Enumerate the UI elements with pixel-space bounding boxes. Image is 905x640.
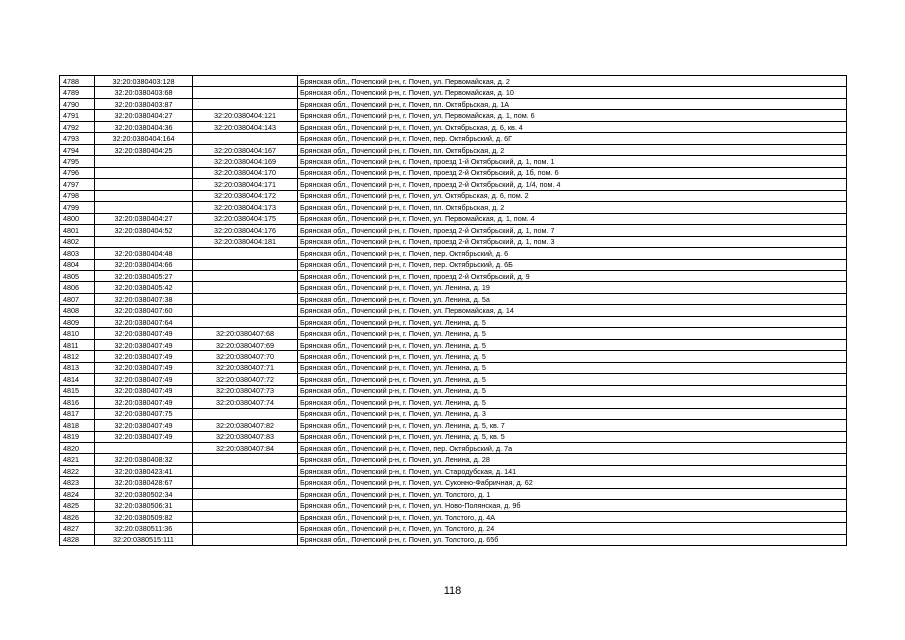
- table-row: [60, 534, 847, 545]
- address-cell: Брянская обл., Почепский р-н, г. Почеп, ул. Суконно-Фабричная, д. 62: [298, 477, 847, 488]
- cadastral-number-cell: 32:20:0380502:34: [95, 488, 193, 499]
- table-row: [60, 236, 847, 247]
- premises-cadastral-number-cell: 32:20:0380407:74: [193, 397, 298, 408]
- premises-cadastral-number-cell: [193, 76, 298, 87]
- table-row: [60, 144, 847, 155]
- address-cell: Брянская обл., Почепский р-н, г. Почеп, ул. Стародубская, д. 141: [298, 465, 847, 476]
- address-cell: Брянская обл., Почепский р-н, г. Почеп, пер. Октябрьский, д. 6Г: [298, 133, 847, 144]
- row-number-cell: 4792: [60, 121, 95, 132]
- address-cell: Брянская обл., Почепский р-н, г. Почеп, ул. Первомайская, д. 14: [298, 305, 847, 316]
- premises-cadastral-number-cell: 32:20:0380404:143: [193, 121, 298, 132]
- table-row: [60, 454, 847, 465]
- cadastral-number-cell: 32:20:0380407:49: [95, 397, 193, 408]
- table-row: [60, 408, 847, 419]
- table-row: [60, 110, 847, 121]
- premises-cadastral-number-cell: [193, 259, 298, 270]
- address-cell: Брянская обл., Почепский р-н, г. Почеп, ул. Ленина, д. 5: [298, 339, 847, 350]
- address-cell: Брянская обл., Почепский р-н, г. Почеп, пер. Октябрьский, д. 7а: [298, 443, 847, 454]
- row-number-cell: 4824: [60, 488, 95, 499]
- premises-cadastral-number-cell: 32:20:0380404:170: [193, 167, 298, 178]
- premises-cadastral-number-cell: 32:20:0380407:71: [193, 362, 298, 373]
- cadastral-number-cell: 32:20:0380407:49: [95, 362, 193, 373]
- table-row: [60, 293, 847, 304]
- cadastral-number-cell: 32:20:0380404:66: [95, 259, 193, 270]
- address-cell: Брянская обл., Почепский р-н, г. Почеп, ул. Ленина, д. 5: [298, 316, 847, 327]
- row-number-cell: 4827: [60, 523, 95, 534]
- premises-cadastral-number-cell: [193, 534, 298, 545]
- page-number: 118: [443, 585, 462, 597]
- cadastral-number-cell: 32:20:0380407:38: [95, 293, 193, 304]
- address-cell: Брянская обл., Почепский р-н, г. Почеп, ул. Ленина, д. 5: [298, 385, 847, 396]
- address-cell: Брянская обл., Почепский р-н, г. Почеп, ул. Первомайская, д. 2: [298, 76, 847, 87]
- address-cell: Брянская обл., Почепский р-н, г. Почеп, ул. Ленина, д. 3: [298, 408, 847, 419]
- cadastral-number-cell: 32:20:0380404:36: [95, 121, 193, 132]
- row-number-cell: 4825: [60, 500, 95, 511]
- premises-cadastral-number-cell: 32:20:0380407:83: [193, 431, 298, 442]
- row-number-cell: 4807: [60, 293, 95, 304]
- row-number-cell: 4800: [60, 213, 95, 224]
- cadastral-number-cell: 32:20:0380405:42: [95, 282, 193, 293]
- premises-cadastral-number-cell: 32:20:0380404:173: [193, 202, 298, 213]
- address-cell: Брянская обл., Почепский р-н, г. Почеп, пер. Октябрьский, д. 6Б: [298, 259, 847, 270]
- address-cell: Брянская обл., Почепский р-н, г. Почеп, ул. Октябрьская, д. 6, пом. 2: [298, 190, 847, 201]
- premises-cadastral-number-cell: [193, 133, 298, 144]
- table-row: [60, 87, 847, 98]
- address-cell: Брянская обл., Почепский р-н, г. Почеп, проезд 2-й Октябрьский, д. 1/4, пом. 4: [298, 179, 847, 190]
- row-number-cell: 4801: [60, 225, 95, 236]
- cadastral-number-cell: [95, 190, 193, 201]
- cadastral-number-cell: 32:20:0380404:48: [95, 248, 193, 259]
- premises-cadastral-number-cell: 32:20:0380404:171: [193, 179, 298, 190]
- address-cell: Брянская обл., Почепский р-н, г. Почеп, ул. Ленина, д. 19: [298, 282, 847, 293]
- premises-cadastral-number-cell: 32:20:0380404:176: [193, 225, 298, 236]
- row-number-cell: 4793: [60, 133, 95, 144]
- cadastral-number-cell: [95, 236, 193, 247]
- row-number-cell: 4797: [60, 179, 95, 190]
- row-number-cell: 4818: [60, 420, 95, 431]
- cadastral-number-cell: 32:20:0380403:87: [95, 98, 193, 109]
- table-row: [60, 328, 847, 339]
- table-row: [60, 488, 847, 499]
- premises-cadastral-number-cell: [193, 477, 298, 488]
- premises-cadastral-number-cell: 32:20:0380407:82: [193, 420, 298, 431]
- premises-cadastral-number-cell: 32:20:0380404:121: [193, 110, 298, 121]
- premises-cadastral-number-cell: [193, 511, 298, 522]
- premises-cadastral-number-cell: [193, 248, 298, 259]
- cadastral-number-cell: 32:20:0380407:49: [95, 339, 193, 350]
- row-number-cell: 4788: [60, 76, 95, 87]
- row-number-cell: 4796: [60, 167, 95, 178]
- premises-cadastral-number-cell: 32:20:0380404:172: [193, 190, 298, 201]
- table-row: [60, 248, 847, 259]
- premises-cadastral-number-cell: [193, 305, 298, 316]
- cadastral-number-cell: [95, 202, 193, 213]
- row-number-cell: 4823: [60, 477, 95, 488]
- address-cell: Брянская обл., Почепский р-н, г. Почеп, ул. Ново-Полянская, д. 9б: [298, 500, 847, 511]
- row-number-cell: 4789: [60, 87, 95, 98]
- table-row: [60, 225, 847, 236]
- address-cell: Брянская обл., Почепский р-н, г. Почеп, ул. Ленина, д. 5: [298, 362, 847, 373]
- table-row: [60, 500, 847, 511]
- row-number-cell: 4802: [60, 236, 95, 247]
- cadastral-number-cell: 32:20:0380407:49: [95, 420, 193, 431]
- cadastral-number-cell: 32:20:0380403:68: [95, 87, 193, 98]
- premises-cadastral-number-cell: [193, 270, 298, 281]
- address-cell: Брянская обл., Почепский р-н, г. Почеп, ул. Ленина, д. 28: [298, 454, 847, 465]
- table-row: [60, 213, 847, 224]
- table-row: [60, 305, 847, 316]
- cadastral-number-cell: [95, 179, 193, 190]
- row-number-cell: 4826: [60, 511, 95, 522]
- table-row: [60, 121, 847, 132]
- row-number-cell: 4805: [60, 270, 95, 281]
- table-row: [60, 362, 847, 373]
- cadastral-number-cell: 32:20:0380515:111: [95, 534, 193, 545]
- table-row: [60, 420, 847, 431]
- cadastral-number-cell: 32:20:0380407:60: [95, 305, 193, 316]
- cadastral-number-cell: 32:20:0380407:64: [95, 316, 193, 327]
- table-row: [60, 523, 847, 534]
- row-number-cell: 4822: [60, 465, 95, 476]
- row-number-cell: 4819: [60, 431, 95, 442]
- row-number-cell: 4799: [60, 202, 95, 213]
- address-cell: Брянская обл., Почепский р-н, г. Почеп, ул. Ленина, д. 5, кв. 7: [298, 420, 847, 431]
- address-cell: Брянская обл., Почепский р-н, г. Почеп, ул. Ленина, д. 5: [298, 397, 847, 408]
- cadastral-number-cell: 32:20:0380428:67: [95, 477, 193, 488]
- row-number-cell: 4790: [60, 98, 95, 109]
- address-cell: Брянская обл., Почепский р-н, г. Почеп, ул. Толстого, д. 65б: [298, 534, 847, 545]
- premises-cadastral-number-cell: 32:20:0380404:175: [193, 213, 298, 224]
- table-row: [60, 465, 847, 476]
- table-row: [60, 477, 847, 488]
- cadastral-number-cell: [95, 443, 193, 454]
- cadastral-number-cell: 32:20:0380405:27: [95, 270, 193, 281]
- address-cell: Брянская обл., Почепский р-н, г. Почеп, пл. Октябрьская, д. 2: [298, 144, 847, 155]
- cadastral-number-cell: 32:20:0380407:75: [95, 408, 193, 419]
- cadastral-number-cell: 32:20:0380506:31: [95, 500, 193, 511]
- table-row: [60, 156, 847, 167]
- premises-cadastral-number-cell: [193, 465, 298, 476]
- table-row: [60, 190, 847, 201]
- table-row: [60, 374, 847, 385]
- table-row: [60, 511, 847, 522]
- cadastral-number-cell: 32:20:0380404:27: [95, 213, 193, 224]
- premises-cadastral-number-cell: 32:20:0380407:84: [193, 443, 298, 454]
- table-row: [60, 133, 847, 144]
- cadastral-number-cell: 32:20:0380404:25: [95, 144, 193, 155]
- premises-cadastral-number-cell: [193, 523, 298, 534]
- row-number-cell: 4803: [60, 248, 95, 259]
- row-number-cell: 4791: [60, 110, 95, 121]
- row-number-cell: 4804: [60, 259, 95, 270]
- table-row: [60, 431, 847, 442]
- row-number-cell: 4809: [60, 316, 95, 327]
- premises-cadastral-number-cell: [193, 454, 298, 465]
- table-row: [60, 202, 847, 213]
- table-row: [60, 179, 847, 190]
- address-cell: Брянская обл., Почепский р-н, г. Почеп, пер. Октябрьский, д. 6: [298, 248, 847, 259]
- address-cell: Брянская обл., Почепский р-н, г. Почеп, ул. Толстого, д. 4А: [298, 511, 847, 522]
- row-number-cell: 4820: [60, 443, 95, 454]
- cadastral-number-cell: 32:20:0380408:32: [95, 454, 193, 465]
- cadastral-number-cell: 32:20:0380423:41: [95, 465, 193, 476]
- premises-cadastral-number-cell: 32:20:0380404:169: [193, 156, 298, 167]
- row-number-cell: 4812: [60, 351, 95, 362]
- table-row: [60, 385, 847, 396]
- property-table-body: [60, 76, 847, 546]
- premises-cadastral-number-cell: 32:20:0380407:68: [193, 328, 298, 339]
- row-number-cell: 4794: [60, 144, 95, 155]
- address-cell: Брянская обл., Почепский р-н, г. Почеп, пл. Октябрьская, д. 2: [298, 202, 847, 213]
- cadastral-number-cell: 32:20:0380404:52: [95, 225, 193, 236]
- address-cell: Брянская обл., Почепский р-н, г. Почеп, проезд 2-й Октябрьский, д. 1, пом. 3: [298, 236, 847, 247]
- premises-cadastral-number-cell: [193, 500, 298, 511]
- cadastral-number-cell: [95, 167, 193, 178]
- cadastral-number-cell: [95, 156, 193, 167]
- address-cell: Брянская обл., Почепский р-н, г. Почеп, ул. Первомайская, д. 10: [298, 87, 847, 98]
- row-number-cell: 4798: [60, 190, 95, 201]
- cadastral-number-cell: 32:20:0380407:49: [95, 351, 193, 362]
- premises-cadastral-number-cell: 32:20:0380404:181: [193, 236, 298, 247]
- address-cell: Брянская обл., Почепский р-н, г. Почеп, ул. Ленина, д. 5: [298, 328, 847, 339]
- address-cell: Брянская обл., Почепский р-н, г. Почеп, ул. Ленина, д. 5а: [298, 293, 847, 304]
- table-row: [60, 76, 847, 87]
- row-number-cell: 4811: [60, 339, 95, 350]
- address-cell: Брянская обл., Почепский р-н, г. Почеп, ул. Толстого, д. 1: [298, 488, 847, 499]
- table-row: [60, 443, 847, 454]
- property-table: [59, 75, 847, 546]
- cadastral-number-cell: 32:20:0380407:49: [95, 385, 193, 396]
- address-cell: Брянская обл., Почепский р-н, г. Почеп, ул. Октябрьская, д. 6, кв. 4: [298, 121, 847, 132]
- address-cell: Брянская обл., Почепский р-н, г. Почеп, ул. Ленина, д. 5, кв. 5: [298, 431, 847, 442]
- row-number-cell: 4795: [60, 156, 95, 167]
- cadastral-number-cell: 32:20:0380407:49: [95, 431, 193, 442]
- row-number-cell: 4806: [60, 282, 95, 293]
- premises-cadastral-number-cell: [193, 316, 298, 327]
- address-cell: Брянская обл., Почепский р-н, г. Почеп, ул. Толстого, д. 24: [298, 523, 847, 534]
- table-row: [60, 98, 847, 109]
- row-number-cell: 4817: [60, 408, 95, 419]
- table-row: [60, 316, 847, 327]
- row-number-cell: 4814: [60, 374, 95, 385]
- premises-cadastral-number-cell: [193, 87, 298, 98]
- cadastral-number-cell: 32:20:0380407:49: [95, 328, 193, 339]
- row-number-cell: 4813: [60, 362, 95, 373]
- cadastral-number-cell: 32:20:0380407:49: [95, 374, 193, 385]
- row-number-cell: 4815: [60, 385, 95, 396]
- table-row: [60, 167, 847, 178]
- cadastral-number-cell: 32:20:0380403:128: [95, 76, 193, 87]
- address-cell: Брянская обл., Почепский р-н, г. Почеп, ул. Первомайская, д. 1, пом. 6: [298, 110, 847, 121]
- cadastral-number-cell: 32:20:0380511:36: [95, 523, 193, 534]
- premises-cadastral-number-cell: [193, 98, 298, 109]
- table-row: [60, 270, 847, 281]
- premises-cadastral-number-cell: 32:20:0380404:167: [193, 144, 298, 155]
- premises-cadastral-number-cell: 32:20:0380407:69: [193, 339, 298, 350]
- row-number-cell: 4808: [60, 305, 95, 316]
- premises-cadastral-number-cell: [193, 293, 298, 304]
- table-row: [60, 339, 847, 350]
- table-row: [60, 282, 847, 293]
- cadastral-number-cell: 32:20:0380509:82: [95, 511, 193, 522]
- premises-cadastral-number-cell: [193, 282, 298, 293]
- cadastral-number-cell: 32:20:0380404:164: [95, 133, 193, 144]
- address-cell: Брянская обл., Почепский р-н, г. Почеп, пл. Октябрьская, д. 1А: [298, 98, 847, 109]
- address-cell: Брянская обл., Почепский р-н, г. Почеп, проезд 2-й Октябрьский, д. 1, пом. 7: [298, 225, 847, 236]
- premises-cadastral-number-cell: [193, 488, 298, 499]
- address-cell: Брянская обл., Почепский р-н, г. Почеп, проезд 1-й Октябрьский, д. 1, пом. 1: [298, 156, 847, 167]
- table-row: [60, 351, 847, 362]
- cadastral-number-cell: 32:20:0380404:27: [95, 110, 193, 121]
- row-number-cell: 4816: [60, 397, 95, 408]
- table-row: [60, 259, 847, 270]
- row-number-cell: 4828: [60, 534, 95, 545]
- address-cell: Брянская обл., Почепский р-н, г. Почеп, проезд 2-й Октябрьский, д. 9: [298, 270, 847, 281]
- row-number-cell: 4821: [60, 454, 95, 465]
- row-number-cell: 4810: [60, 328, 95, 339]
- premises-cadastral-number-cell: [193, 408, 298, 419]
- premises-cadastral-number-cell: 32:20:0380407:73: [193, 385, 298, 396]
- address-cell: Брянская обл., Почепский р-н, г. Почеп, проезд 2-й Октябрьский, д. 1б, пом. 6: [298, 167, 847, 178]
- address-cell: Брянская обл., Почепский р-н, г. Почеп, ул. Ленина, д. 5: [298, 374, 847, 385]
- table-row: [60, 397, 847, 408]
- premises-cadastral-number-cell: 32:20:0380407:70: [193, 351, 298, 362]
- address-cell: Брянская обл., Почепский р-н, г. Почеп, ул. Первомайская, д. 1, пом. 4: [298, 213, 847, 224]
- premises-cadastral-number-cell: 32:20:0380407:72: [193, 374, 298, 385]
- address-cell: Брянская обл., Почепский р-н, г. Почеп, ул. Ленина, д. 5: [298, 351, 847, 362]
